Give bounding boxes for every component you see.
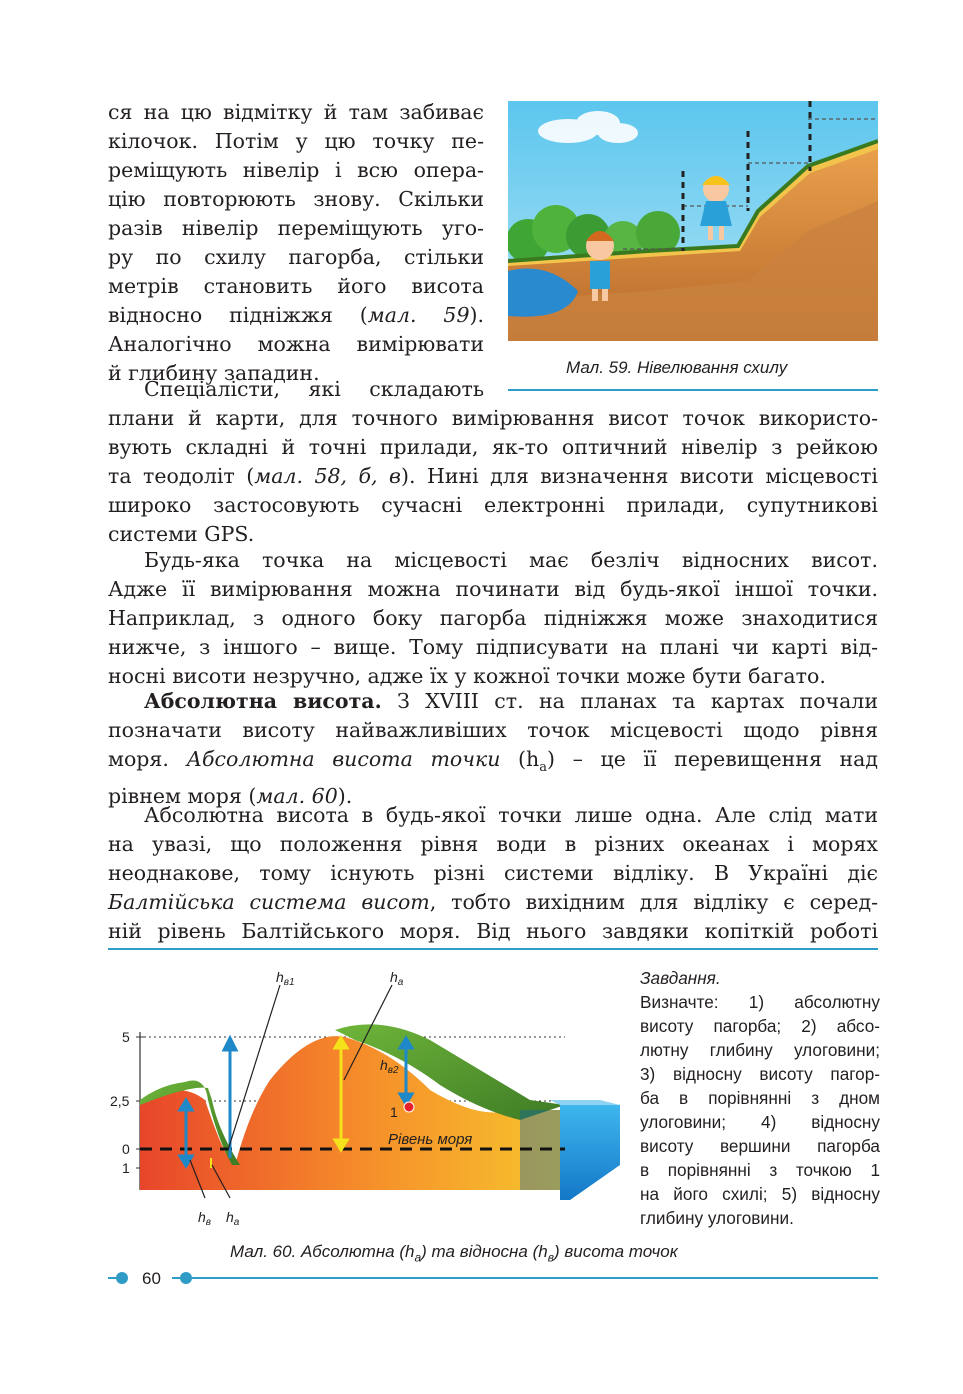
tick-2-5: 2,5 — [110, 1093, 130, 1109]
leveling-illustration — [508, 101, 878, 341]
label-hv-bottom: $h_в$ — [198, 1209, 212, 1228]
footer-dot-right-icon — [180, 1272, 192, 1284]
heading-absolute-height: Абсолютна висота. — [144, 689, 382, 713]
heights-diagram — [100, 960, 620, 1235]
paragraph-relative-heights: Будь-яка точка на місцевості має безліч відносних висот. Адже її вимірювання можна починати від будь-якої іншої точки. Наприклад, з одного боку пагорба підніжжя може знаходитися нижче, з іншого – вище. Тому підписувати на плані чи карті від- носні висоти незручно, адже їх у кожної точки може бути багато. — [108, 548, 878, 688]
figure-59-leveling-slope — [508, 101, 878, 341]
figure-59-caption: Мал. 59. Нівелювання схилу — [566, 358, 788, 377]
label-ha-bottom: $h_a$ — [226, 1209, 240, 1228]
task-block: Завдання. Визначте: 1) абсолютну висоту пагорба; 2) абсо- лютну глибину улоговини; 3) відносну висоту пагор- ба в порівнянні з дном улоговини; 4) відносну висоту вершини пагорба в порівнянні з точкою 1 на його схилі; 5) відносну глибину улоговини. — [640, 968, 880, 1228]
label-point-1: 1 — [390, 1104, 398, 1120]
section-divider — [108, 948, 878, 950]
tick-1: 1 — [122, 1160, 130, 1176]
label-hv1: $h_{в1}$ — [276, 969, 295, 988]
paragraph-baltic-system: Абсолютна висота в будь-якої точки лише одна. Але слід мати на увазі, що положення рівня води в різних океанах і морях неоднакове, тому існують різні системи відліку. В Україні діє Балтійська система висот, тобто вихідним для відліку є серед- ній рівень Балтійського моря. Від нього завдяки копіткій роботі — [108, 803, 878, 943]
figure-60-heights — [100, 960, 620, 1235]
line-with-ref-59: відносно підніжжя (мал. 59). — [108, 303, 484, 327]
paragraph-specialists: Спеціалісти, які складають плани й карти, для точного вимірювання висот точок використо- вують складні й точні прилади, як-то оптичний нівелір з рейкою та теодоліт (мал. 58, б, в). Нині для визначення висоти місцевості широко застосовують сучасні електронні прилади, супутникові системи GPS. — [108, 377, 878, 546]
page-footer — [100, 1266, 880, 1290]
term-absolute-height: Абсолютна висота точки — [186, 747, 501, 771]
page-number: 60 — [142, 1269, 161, 1288]
term-baltic-system: Балтійська система висот — [108, 890, 430, 914]
tick-5: 5 — [122, 1029, 130, 1045]
label-hv2: $h_{в2}$ — [380, 1057, 399, 1076]
task-title: Завдання. — [640, 968, 721, 988]
paragraph-leveling: ся на цю відмітку й там забиває кілочок. Потім у цю точку пе- реміщують нівелір і всю опера- цію повторюють знову. Скільки разів нівелір переміщують уго- ру по схилу пагорба, стільки метрів становить його висота відносно підніжжя (мал. 59). Аналогічно можна вимірювати й глибину западин. — [108, 100, 484, 385]
tick-0: 0 — [122, 1141, 130, 1157]
label-ha-top: $h_a$ — [390, 969, 404, 988]
point-1-marker — [404, 1102, 414, 1112]
paragraph-absolute-height: Абсолютна висота. З XVIII ст. на планах та картах почали позначати висоту найважливіших точок місцевості щодо рівня моря. Абсолютна висота точки $(h_a)$ – це її перевищення над рівнем моря (мал. 60). — [108, 689, 878, 809]
figure-60-caption: Мал. 60. Абсолютна $(h_a)$ та відносна $(h_в)$ висота точок — [230, 1242, 678, 1265]
label-sea-level: Рівень моря — [388, 1131, 473, 1148]
footer-dot-left-icon — [116, 1272, 128, 1284]
line-with-ref-58: та теодоліт (мал. 58, б, в). Нині для визначення висоти місцевості — [108, 464, 878, 488]
